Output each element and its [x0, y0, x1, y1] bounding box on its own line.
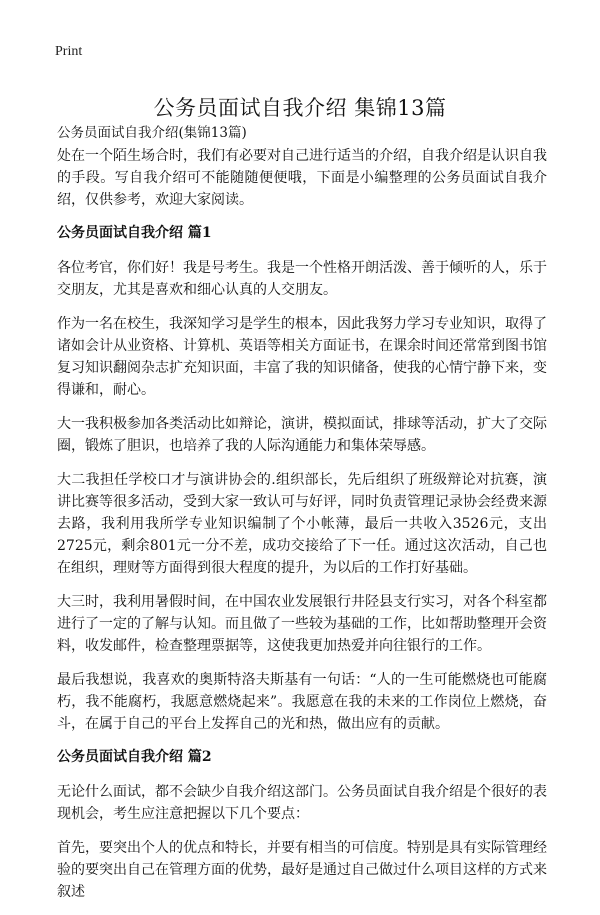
paragraph: 作为一名在校生，我深知学习是学生的根本，因此我努力学习专业知识，取得了诸如会计从业资格、计算机、英语等相关方面证书，在课余时间还常常到图书馆复习知识翻阅杂志扩充知识面，丰富了我的知识储备，使我的心情宁静下来，变得谦和，耐心。: [57, 316, 547, 398]
paragraph: 大一我积极参加各类活动比如辩论，演讲，模拟面试，排球等活动，扩大了交际圈，锻炼了胆识，也培养了我的人际沟通能力和集体荣辱感。: [57, 416, 547, 454]
paragraph: 大二我担任学校口才与演讲协会的.组织部长，先后组织了班级辩论对抗赛，演讲比赛等很多活动，受到大家一致认可与好评，同时负责管理记录协会经费来源去路，我利用我所学专业知识编制了个小帐薄，最后一共收入3526元，支出2725元，剩余801元一分不差，成功交接给了下一任。通过这次活动，自己也在组织，理财等方面得到很大程度的提升，为以后的工作打好基础。: [57, 472, 547, 576]
intro-paragraph: 处在一个陌生场合时，我们有必要对自己进行适当的介绍，自我介绍是认识自我的手段。写自我介绍可不能随随便便哦，下面是小编整理的公务员面试自我介绍，仅供参考，欢迎大家阅读。: [57, 148, 547, 208]
print-link[interactable]: Print: [55, 44, 83, 59]
section-heading-1: 公务员面试自我介绍 篇1: [57, 225, 212, 241]
paragraph: 无论什么面试，都不会缺少自我介绍这部门。公务员面试自我介绍是个很好的表现机会，考生应注意把握以下几个要点：: [57, 784, 547, 822]
paragraph: 各位考官，你们好！我是号考生。我是一个性格开朗活泼、善于倾听的人，乐于交朋友，尤其是喜欢和细心认真的人交朋友。: [57, 260, 547, 298]
section-heading-2: 公务员面试自我介绍 篇2: [57, 749, 212, 765]
document-subtitle: 公务员面试自我介绍(集锦13篇): [57, 125, 247, 141]
paragraph: 首先，要突出个人的优点和特长，并要有相当的可信度。特别是具有实际管理经验的要突出自己在管理方面的优势，最好是通过自己做过什么项目这样的方式来叙述: [57, 840, 547, 900]
paragraph: 大三时，我利用暑假时间，在中国农业发展银行井陉县支行实习，对各个科室都进行了一定的了解与认知。而且做了一些较为基础的工作，比如帮助整理开会资料，收发邮件，检查整理票据等，这使我更加热爱并向往银行的工作。: [57, 594, 547, 654]
paragraph: 最后我想说，我喜欢的奥斯特洛夫斯基有一句话：“人的一生可能燃烧也可能腐朽，我不能腐朽，我愿意燃烧起来”。我愿意在我的未来的工作岗位上燃烧，奋斗，在属于自己的平台上发挥自己的光和热，做出应有的贡献。: [57, 672, 547, 732]
article-body: [57, 145, 547, 915]
page-title: 公务员面试自我介绍 集锦13篇: [153, 96, 447, 121]
